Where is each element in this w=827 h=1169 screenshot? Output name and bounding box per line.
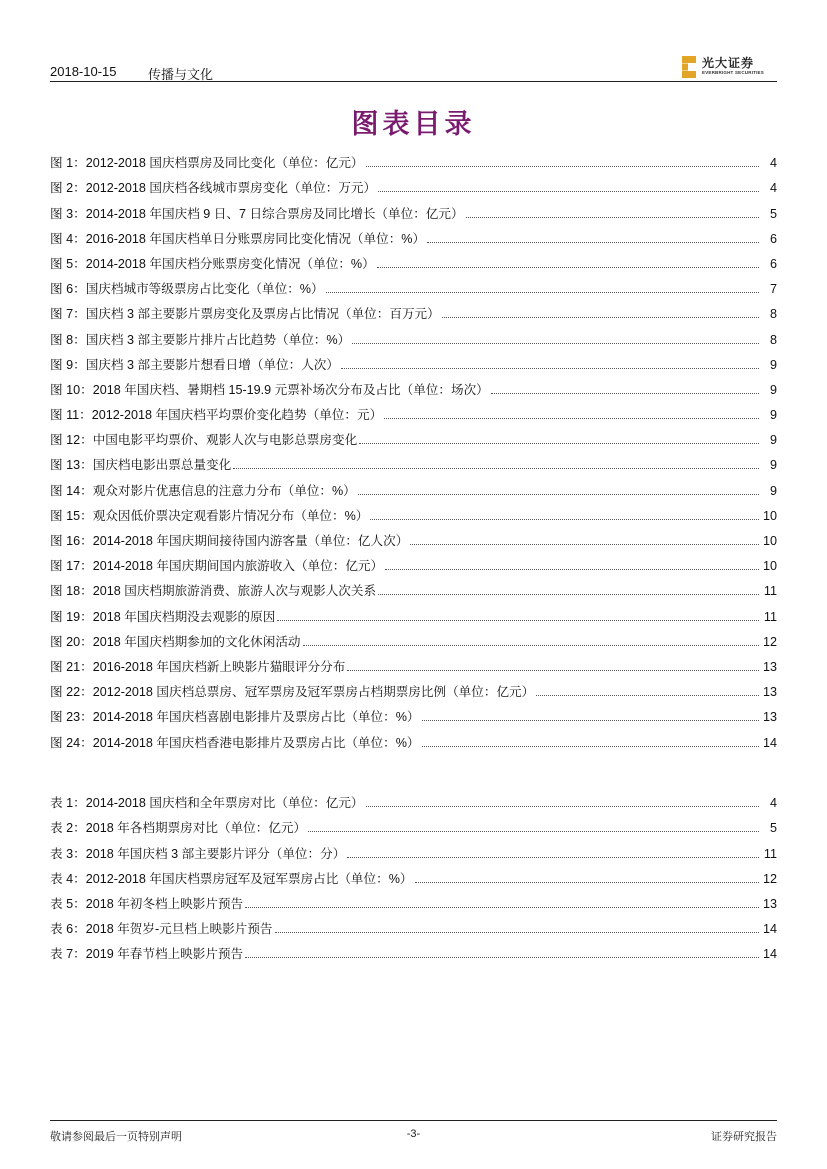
toc-entry-label: 表 1：2014-2018 国庆档和全年票房对比（单位：亿元） <box>50 796 364 811</box>
table-toc-entry[interactable] <box>50 811 777 836</box>
toc-entry-page: 4 <box>769 796 777 811</box>
footer-disclaimer: 敬请参阅最后一页特别声明 <box>50 1131 182 1143</box>
toc-entry-page: 9 <box>769 408 777 423</box>
toc-dot-leader <box>233 468 759 469</box>
figure-toc-entry[interactable] <box>50 650 777 675</box>
toc-entry-page: 4 <box>769 156 777 171</box>
figure-toc-entry[interactable] <box>50 171 777 196</box>
toc-entry-label: 图 1：2012-2018 国庆档票房及同比变化（单位：亿元） <box>50 156 364 171</box>
toc-entry-page: 9 <box>769 458 777 473</box>
toc-dot-leader <box>245 957 759 958</box>
toc-dot-leader <box>358 494 759 495</box>
toc-entry-label: 图 2：2012-2018 国庆档各线城市票房变化（单位：万元） <box>50 181 377 196</box>
table-toc-entry[interactable] <box>50 887 777 912</box>
toc-entry-label: 图 23：2014-2018 年国庆档喜剧电影排片及票房占比（单位：%） <box>50 710 420 725</box>
toc-entry-page: 9 <box>769 382 777 397</box>
toc-entry-page: 5 <box>769 206 777 221</box>
toc-entry-page: 13 <box>762 659 777 674</box>
table-toc-entry[interactable] <box>50 836 777 861</box>
figure-toc-entry[interactable] <box>50 524 777 549</box>
toc-entry-label: 表 6：2018 年贺岁-元旦档上映影片预告 <box>50 922 273 937</box>
figure-toc-entry[interactable] <box>50 473 777 498</box>
toc-entry-page: 13 <box>762 896 777 911</box>
toc-dot-leader <box>359 443 759 444</box>
toc-entry-label: 图 10：2018 年国庆档、暑期档 15-19.9 元票补场次分布及占比（单位：场次） <box>50 382 489 397</box>
footer-divider <box>50 1120 777 1121</box>
toc-dot-leader <box>275 932 759 933</box>
figure-toc-entry[interactable] <box>50 322 777 347</box>
toc-entry-label: 表 7：2019 年春节档上映影片预告 <box>50 947 244 962</box>
toc-dot-leader <box>378 191 759 192</box>
toc-dot-leader <box>491 393 759 394</box>
figure-toc-entry[interactable] <box>50 423 777 448</box>
toc-entry-label: 图 15：观众因低价票决定观看影片情况分布（单位：%） <box>50 508 369 523</box>
toc-dot-leader <box>341 368 759 369</box>
toc-dot-leader <box>326 292 759 293</box>
figure-toc-entry[interactable] <box>50 499 777 524</box>
toc-entry-label: 图 4：2016-2018 年国庆档单日分账票房同比变化情况（单位：%） <box>50 231 426 246</box>
table-toc-entry[interactable] <box>50 786 777 811</box>
figure-toc-entry[interactable] <box>50 272 777 297</box>
toc-entry-page: 10 <box>762 534 777 548</box>
toc-entry-label: 图 24：2014-2018 年国庆档香港电影排片及票房占比（单位：%） <box>50 735 420 750</box>
figure-toc-entry[interactable] <box>50 196 777 221</box>
toc-dot-leader <box>427 242 759 243</box>
toc-entry-label: 图 17：2014-2018 年国庆期间国内旅游收入（单位：亿元） <box>50 559 384 574</box>
figure-toc-entry[interactable] <box>50 146 777 171</box>
page-header <box>50 58 777 82</box>
toc-entry-label: 表 3：2018 年国庆档 3 部主要影片评分（单位：分） <box>50 846 346 861</box>
toc-entry-label: 图 7：国庆档 3 部主要影片票房变化及票房占比情况（单位：百万元） <box>50 307 440 322</box>
figure-toc-entry[interactable] <box>50 398 777 423</box>
figure-toc-entry[interactable] <box>50 373 777 398</box>
toc-dot-leader <box>370 519 759 520</box>
toc-entry-page: 11 <box>763 846 777 861</box>
toc-entry-page: 14 <box>762 922 777 937</box>
toc-entry-label: 图 18：2018 国庆档期旅游消费、旅游人次与观影人次关系 <box>50 584 377 599</box>
toc-entry-page: 6 <box>769 231 777 246</box>
figure-toc-entry[interactable] <box>50 222 777 247</box>
toc-dot-leader <box>245 907 759 908</box>
report-date: 2018-10-15 <box>50 64 117 79</box>
toc-entry-label: 图 3：2014-2018 年国庆档 9 日、7 日综合票房及同比增长（单位：亿元） <box>50 206 464 221</box>
toc-dot-leader <box>466 217 759 218</box>
figure-toc-entry[interactable] <box>50 348 777 373</box>
toc-entry-page: 8 <box>769 307 777 322</box>
toc-entry-label: 表 2：2018 年各档期票房对比（单位：亿元） <box>50 821 307 836</box>
toc-dot-leader <box>415 882 759 883</box>
toc-entry-page: 12 <box>762 634 777 649</box>
toc-dot-leader <box>352 343 759 344</box>
table-toc-entry[interactable] <box>50 862 777 887</box>
toc-dot-leader <box>422 746 759 747</box>
toc-entry-label: 图 9：国庆档 3 部主要影片想看日增（单位：人次） <box>50 357 339 372</box>
toc-entry-label: 图 5：2014-2018 年国庆档分账票房变化情况（单位：%） <box>50 256 375 271</box>
toc-entry-page: 10 <box>762 559 777 574</box>
report-section: 传播与文化 <box>148 67 214 82</box>
table-toc-entry[interactable] <box>50 937 777 962</box>
toc-dot-leader <box>384 418 759 419</box>
toc-entry-page: 12 <box>762 871 777 886</box>
header-divider <box>50 81 777 82</box>
figure-toc-entry[interactable] <box>50 574 777 599</box>
toc-entry-page: 13 <box>762 710 777 725</box>
logo-text-en: EVERBRIGHT SECURITIES <box>702 70 764 75</box>
toc-dot-leader <box>366 166 759 167</box>
toc-dot-leader <box>536 695 759 696</box>
toc-entry-page: 14 <box>762 735 777 750</box>
toc-entry-label: 图 20：2018 年国庆档期参加的文化休闲活动 <box>50 634 301 649</box>
toc-dot-leader <box>366 806 759 807</box>
toc-dot-leader <box>422 720 759 721</box>
figure-list <box>50 146 777 751</box>
toc-entry-page: 14 <box>762 947 777 962</box>
toc-dot-leader <box>377 267 759 268</box>
table-toc-entry[interactable] <box>50 912 777 937</box>
figure-toc-entry[interactable] <box>50 599 777 624</box>
toc-entry-page: 9 <box>769 483 777 498</box>
figure-toc-entry[interactable] <box>50 725 777 750</box>
figure-toc-entry[interactable] <box>50 549 777 574</box>
toc-entry-label: 图 8：国庆档 3 部主要影片排片占比趋势（单位：%） <box>50 332 351 347</box>
toc-entry-page: 6 <box>769 256 777 271</box>
toc-entry-page: 8 <box>769 332 777 347</box>
toc-entry-label: 图 13：国庆档电影出票总量变化 <box>50 458 232 473</box>
toc-dot-leader <box>277 620 759 621</box>
toc-entry-page: 9 <box>769 357 777 372</box>
figure-toc-entry[interactable] <box>50 675 777 700</box>
figure-toc-entry[interactable] <box>50 297 777 322</box>
toc-entry-label: 表 4：2012-2018 年国庆档票房冠军及冠军票房占比（单位：%） <box>50 871 413 886</box>
logo-text-cn: 光大证券 <box>702 56 755 70</box>
footer-report-type: 证券研究报告 <box>711 1131 777 1143</box>
toc-entry-page: 11 <box>763 584 777 599</box>
toc-dot-leader <box>442 317 759 318</box>
toc-entry-page: 5 <box>769 821 777 836</box>
figure-toc-entry[interactable] <box>50 625 777 650</box>
figure-toc-entry[interactable] <box>50 247 777 272</box>
toc-entry-page: 13 <box>762 685 777 700</box>
toc-dot-leader <box>347 670 759 671</box>
figure-toc-entry[interactable] <box>50 448 777 473</box>
footer-page-number: -3- <box>406 1128 421 1140</box>
toc-entry-page: 11 <box>763 609 777 624</box>
toc-entry-label: 图 12：中国电影平均票价、观影人次与电影总票房变化 <box>50 433 358 448</box>
toc-entry-label: 图 11：2012-2018 年国庆档平均票价变化趋势（单位：元） <box>50 408 383 423</box>
toc-entry-label: 图 6：国庆档城市等级票房占比变化（单位：%） <box>50 282 324 297</box>
toc-entry-label: 图 22：2012-2018 国庆档总票房、冠军票房及冠军票房占档期票房比例（单位：亿元） <box>50 685 535 700</box>
page-title: 图表目录 <box>351 109 476 140</box>
company-logo <box>682 53 777 81</box>
toc-entry-label: 图 21：2016-2018 年国庆档新上映影片猫眼评分分布 <box>50 659 346 674</box>
toc-dot-leader <box>303 645 759 646</box>
toc-entry-label: 表 5：2018 年初冬档上映影片预告 <box>50 896 244 911</box>
toc-entry-page: 10 <box>762 508 777 523</box>
logo-mark-icon <box>682 56 696 78</box>
toc-dot-leader <box>385 569 759 570</box>
table-list <box>50 786 777 962</box>
toc-entry-label: 图 19：2018 年国庆档期没去观影的原因 <box>50 609 276 624</box>
figure-toc-entry[interactable] <box>50 700 777 725</box>
toc-dot-leader <box>378 594 759 595</box>
toc-dot-leader <box>347 857 759 858</box>
toc-dot-leader <box>308 831 759 832</box>
toc-entry-label: 图 16：2014-2018 年国庆期间接待国内游客量（单位：亿人次） <box>50 534 409 548</box>
toc-entry-page: 9 <box>769 433 777 448</box>
toc-entry-page: 7 <box>769 282 777 297</box>
toc-dot-leader <box>410 544 759 545</box>
toc-entry-page: 4 <box>769 181 777 196</box>
toc-entry-label: 图 14：观众对影片优惠信息的注意力分布（单位：%） <box>50 483 356 498</box>
